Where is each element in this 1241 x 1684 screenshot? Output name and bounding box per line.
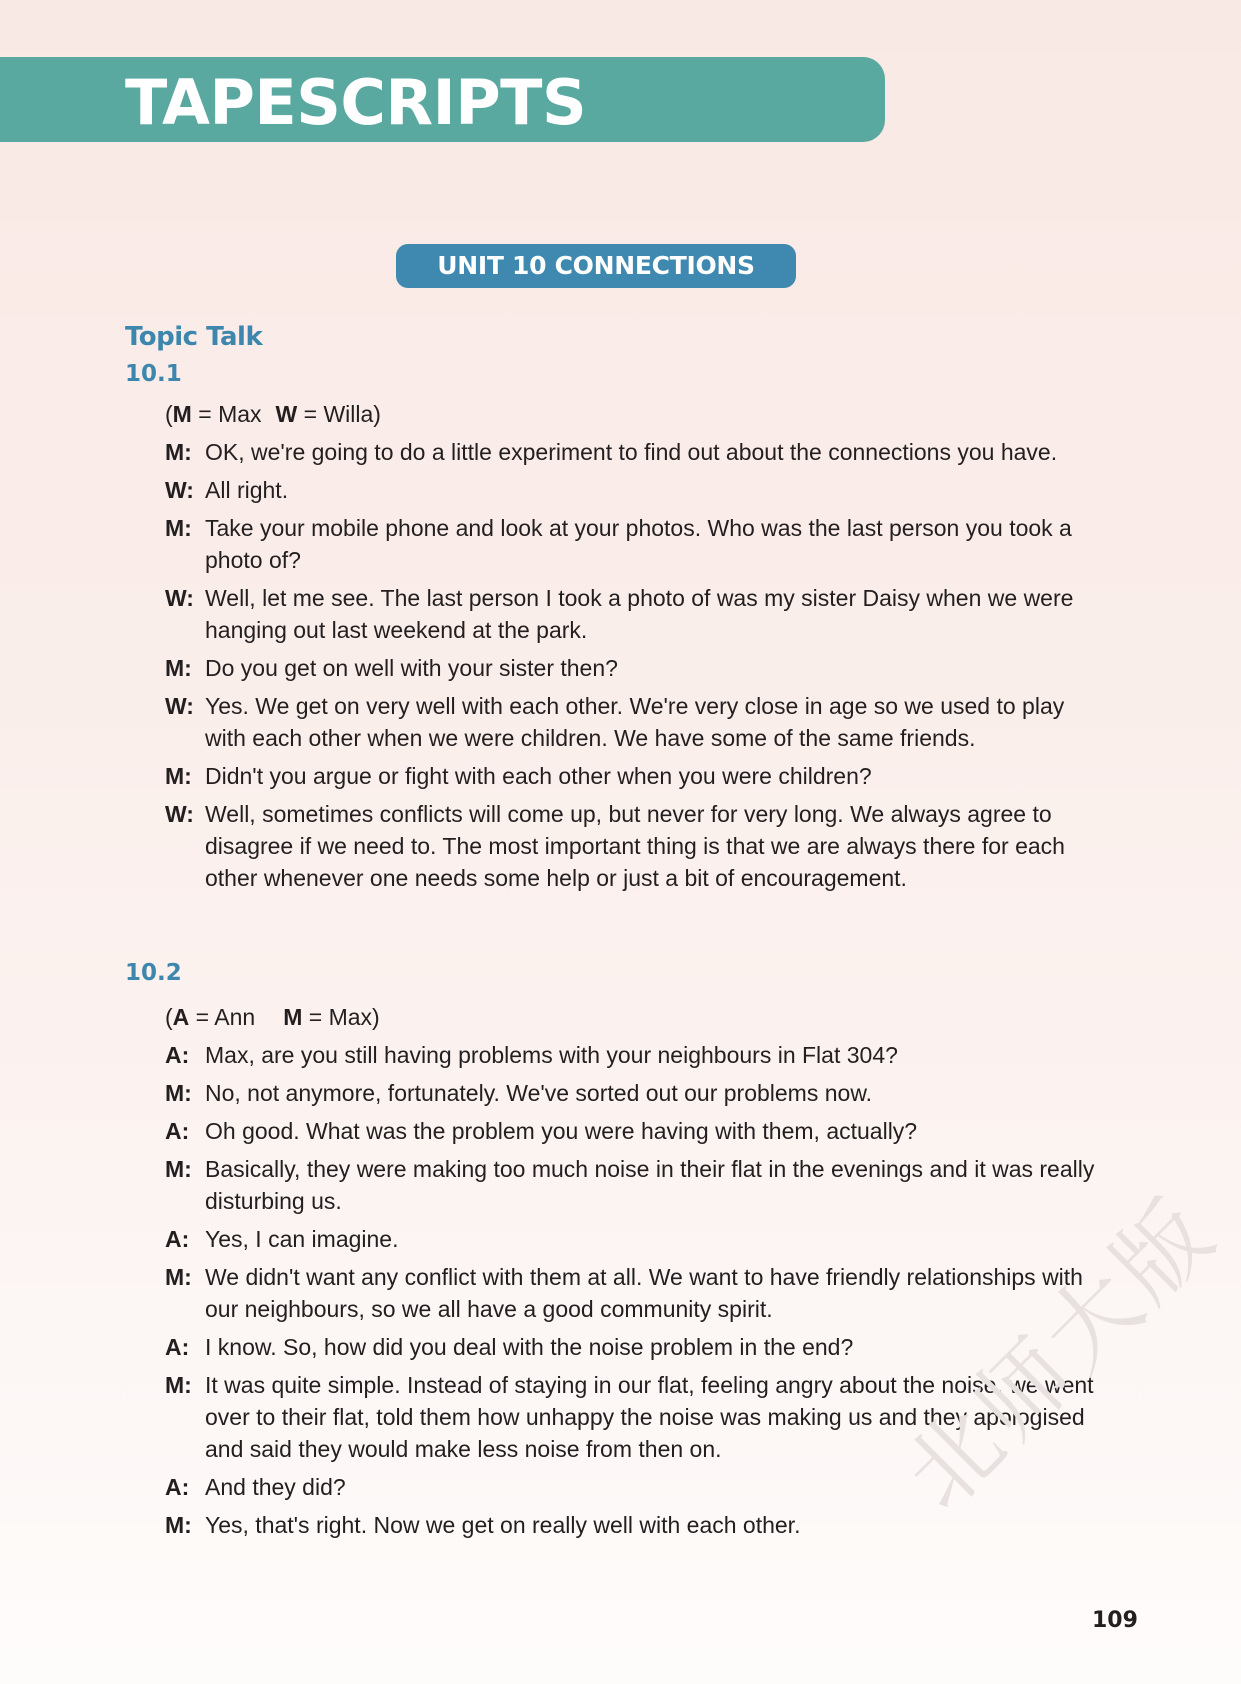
speaker-label: M:	[165, 515, 192, 541]
speaker-label: M:	[165, 439, 192, 465]
line-text: Take your mobile phone and look at your photos. Who was the last person you took a photo of?	[205, 515, 1072, 573]
speaker-label: A:	[165, 1474, 190, 1500]
speaker-label: M:	[165, 1372, 192, 1398]
dialogue-line	[165, 760, 1095, 792]
line-text: It was quite simple. Instead of staying in our flat, feeling angry about the noise, we went over to their flat, told them how unhappy the noise was making us and they apologised and said they would make less noise from then on.	[205, 1372, 1094, 1462]
dialogue-line	[165, 798, 1095, 894]
dialogue-line	[165, 1115, 1095, 1147]
speaker-label: M:	[165, 1080, 192, 1106]
line-text: Do you get on well with your sister then?	[205, 655, 618, 681]
dialogue-line	[165, 436, 1095, 468]
section-number-10-1: 10.1	[125, 361, 182, 387]
publisher-watermark: 北师大版	[884, 1176, 1237, 1530]
speaker-label: A:	[165, 1042, 190, 1068]
line-text: All right.	[205, 477, 289, 503]
speaker-label: W:	[165, 477, 194, 503]
section-number-10-2: 10.2	[125, 960, 182, 986]
dialogue-line	[165, 1039, 1095, 1071]
line-text: Didn't you argue or fight with each other when you were children?	[205, 763, 872, 789]
line-text: Max, are you still having problems with your neighbours in Flat 304?	[205, 1042, 898, 1068]
dialogue-line	[165, 1153, 1095, 1217]
line-text: And they did?	[205, 1474, 346, 1500]
speaker-label: M:	[165, 1264, 192, 1290]
speaker-label: A:	[165, 1226, 190, 1252]
line-text: Basically, they were making too much noise in their flat in the evenings and it was really disturbing us.	[205, 1156, 1095, 1214]
speaker-label: W:	[165, 801, 194, 827]
speaker-label: M:	[165, 763, 192, 789]
dialogue-10-1	[165, 398, 1095, 900]
page-title: TAPESCRIPTS	[125, 66, 587, 139]
line-text: Yes. We get on very well with each other. We're very close in age so we used to play with each other when we were children. We have some of the same friends.	[205, 693, 1065, 751]
speaker-label: A:	[165, 1334, 190, 1360]
dialogue-line	[165, 1077, 1095, 1109]
speaker-label: M:	[165, 1512, 192, 1538]
page-number: 109	[1092, 1608, 1138, 1633]
line-text: Oh good. What was the problem you were having with them, actually?	[205, 1118, 918, 1144]
speaker-label: A:	[165, 1118, 190, 1144]
dialogue-line	[165, 690, 1095, 754]
line-text: OK, we're going to do a little experiment to find out about the connections you have.	[205, 439, 1058, 465]
dialogue-line	[165, 1223, 1095, 1255]
speaker-label: M:	[165, 1156, 192, 1182]
line-text: Well, let me see. The last person I took a photo of was my sister Daisy when we were hanging out last weekend at the park.	[205, 585, 1074, 643]
cast-list: (A = Ann M = Max)	[165, 1004, 380, 1030]
line-text: Yes, I can imagine.	[205, 1226, 399, 1252]
unit-label: UNIT 10 CONNECTIONS	[396, 244, 796, 288]
speaker-label: M:	[165, 655, 192, 681]
line-text: Yes, that's right. Now we get on really well with each other.	[205, 1512, 801, 1538]
line-text: Well, sometimes conflicts will come up, but never for very long. We always agree to disagree if we need to. The most important thing is that we are always there for each other whenever one needs some help or just a bit of encouragement.	[205, 801, 1065, 891]
dialogue-line	[165, 652, 1095, 684]
title-banner	[0, 57, 885, 142]
topic-heading: Topic Talk	[125, 322, 263, 352]
line-text: No, not anymore, fortunately. We've sorted out our problems now.	[205, 1080, 873, 1106]
dialogue-line	[165, 1261, 1095, 1325]
speaker-label: W:	[165, 585, 194, 611]
line-text: I know. So, how did you deal with the noise problem in the end?	[205, 1334, 854, 1360]
dialogue-line	[165, 582, 1095, 646]
speaker-label: W:	[165, 693, 194, 719]
dialogue-line	[165, 512, 1095, 576]
line-text: We didn't want any conflict with them at all. We want to have friendly relationships with our neighbours, so we all have a good community spirit.	[205, 1264, 1083, 1322]
cast-list: (M = Max W = Willa)	[165, 401, 381, 427]
dialogue-line	[165, 474, 1095, 506]
